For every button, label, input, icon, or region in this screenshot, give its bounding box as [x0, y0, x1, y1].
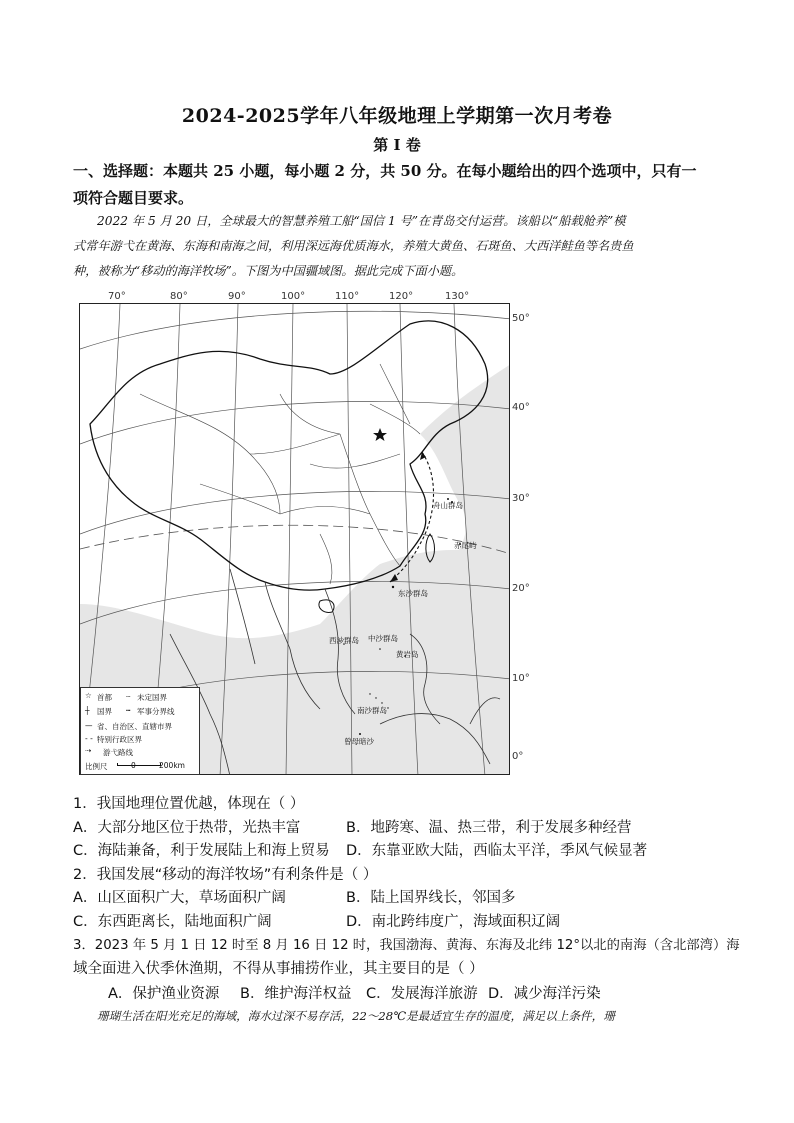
q3-option-c: C．发展海洋旅游 — [366, 986, 478, 1002]
passage1-line1: 2022 年 5 月 20 日，全球最大的智慧养殖工船“国信 1 号”在青岛交付运营。该船以“船载舱养”模 — [97, 214, 626, 228]
lat-label-30: 30° — [512, 493, 530, 504]
lon-label-130: 130° — [445, 291, 470, 302]
legend-province: 省、自治区、直辖市界 — [97, 722, 172, 731]
sar-line-icon: - - — [85, 734, 93, 743]
q3-option-d: D．减少海洋污染 — [488, 986, 601, 1002]
q1-option-b: B．地跨寒、温、热三带，利于发展多种经营 — [346, 820, 632, 836]
legend-route: 游弋路线 — [103, 748, 133, 757]
legend-scale-zero: 0 — [131, 761, 136, 770]
q3-option-a: A．保护渔业资源 — [108, 986, 220, 1002]
q2-option-b: B．陆上国界线长，邻国多 — [346, 890, 516, 906]
province-line-icon: — — [85, 721, 93, 730]
lon-label-120: 120° — [389, 291, 414, 302]
lat-label-20: 20° — [512, 583, 530, 594]
q1-option-d: D．东靠亚欧大陆，西临太平洋，季风气候显著 — [346, 843, 648, 859]
label-zhongsha: 中沙群岛 — [368, 634, 398, 643]
label-xisha: 西沙群岛 — [329, 636, 359, 645]
lon-label-80: 80° — [170, 291, 188, 302]
q3-stem-line1: 3．2023 年 5 月 1 日 12 时至 8 月 16 日 12 时，我国渤海、黄海、东海及北纬 12°以北的南海（含北部湾）海 — [73, 938, 740, 953]
q1-option-a: A．大部分地区位于热带，光热丰富 — [73, 820, 301, 836]
lat-label-10: 10° — [512, 673, 530, 684]
border-line-icon: ┼ — [85, 706, 90, 715]
q2-option-c: C．东西距离长，陆地面积广阔 — [73, 914, 272, 930]
q1-stem: 1．我国地理位置优越，体现在（ ） — [73, 796, 305, 812]
label-huangyan: 黄岩岛 — [396, 650, 419, 659]
label-zhoushan: 舟山群岛 — [433, 501, 463, 510]
passage2-line1: 珊瑚生活在阳光充足的海域，海水过深不易存活，22～28℃是最适宜生存的温度，满足以上条件，珊 — [97, 1009, 615, 1023]
q1-option-c: C．海陆兼备，利于发展陆上和海上贸易 — [73, 843, 330, 859]
legend-capital: 首都 — [97, 693, 112, 702]
paper-title: 2024-2025学年八年级地理上学期第一次月考卷 — [181, 105, 613, 127]
lon-label-70: 70° — [108, 291, 126, 302]
lat-label-50: 50° — [512, 313, 530, 324]
passage1-line2: 式常年游弋在黄海、东海和南海之间，利用深远海优质海水，养殖大黄鱼、石斑鱼、大西洋鲑鱼等名贵鱼 — [73, 239, 634, 253]
lon-label-100: 100° — [281, 291, 306, 302]
undefined-border-icon: ┄ — [126, 692, 131, 701]
lon-label-90: 90° — [228, 291, 246, 302]
legend-scale: 比例尺 — [85, 762, 108, 771]
legend-border: 国界 — [97, 707, 112, 716]
legend-sar: 特别行政区界 — [97, 735, 142, 744]
scale-bar — [117, 763, 161, 766]
legend-military: 军事分界线 — [137, 707, 175, 716]
legend-scale-value: 200km — [159, 761, 185, 770]
section-heading-line1: 一、选择题：本题共 25 小题，每小题 2 分，共 50 分。在每小题给出的四个选项中，只有一 — [73, 162, 697, 180]
volume-label: 第 I 卷 — [373, 136, 421, 154]
label-dongsha: 东沙群岛 — [398, 589, 428, 598]
capital-star-icon: ☆ — [85, 691, 92, 700]
passage1-line3: 种，被称为“移动的海洋牧场”。下图为中国疆域图。据此完成下面小题。 — [73, 264, 464, 278]
lat-label-40: 40° — [512, 402, 530, 413]
label-chiwei: 赤尾屿 — [454, 541, 477, 550]
route-arrow-icon: ⇢ — [85, 746, 92, 755]
lon-label-110: 110° — [335, 291, 360, 302]
map-legend — [80, 687, 200, 775]
q3-stem-line2: 域全面进入伏季休渔期，不得从事捕捞作业，其主要目的是（ ） — [73, 961, 484, 977]
label-nansha: 南沙群岛 — [357, 706, 387, 715]
q3-option-b: B．维护海洋权益 — [240, 986, 352, 1002]
label-zengmu: 曾母暗沙 — [344, 737, 374, 746]
lat-label-0: 0° — [512, 751, 524, 762]
q2-stem: 2．我国发展“移动的海洋牧场”有利条件是（ ） — [73, 867, 378, 883]
section-heading-line2: 项符合题目要求。 — [73, 189, 194, 207]
legend-undefined-border: 未定国界 — [137, 693, 167, 702]
military-line-icon: ┅ — [126, 706, 131, 715]
q2-option-d: D．南北跨纬度广，海域面积辽阔 — [346, 914, 561, 930]
q2-option-a: A．山区面积广大，草场面积广阔 — [73, 890, 286, 906]
